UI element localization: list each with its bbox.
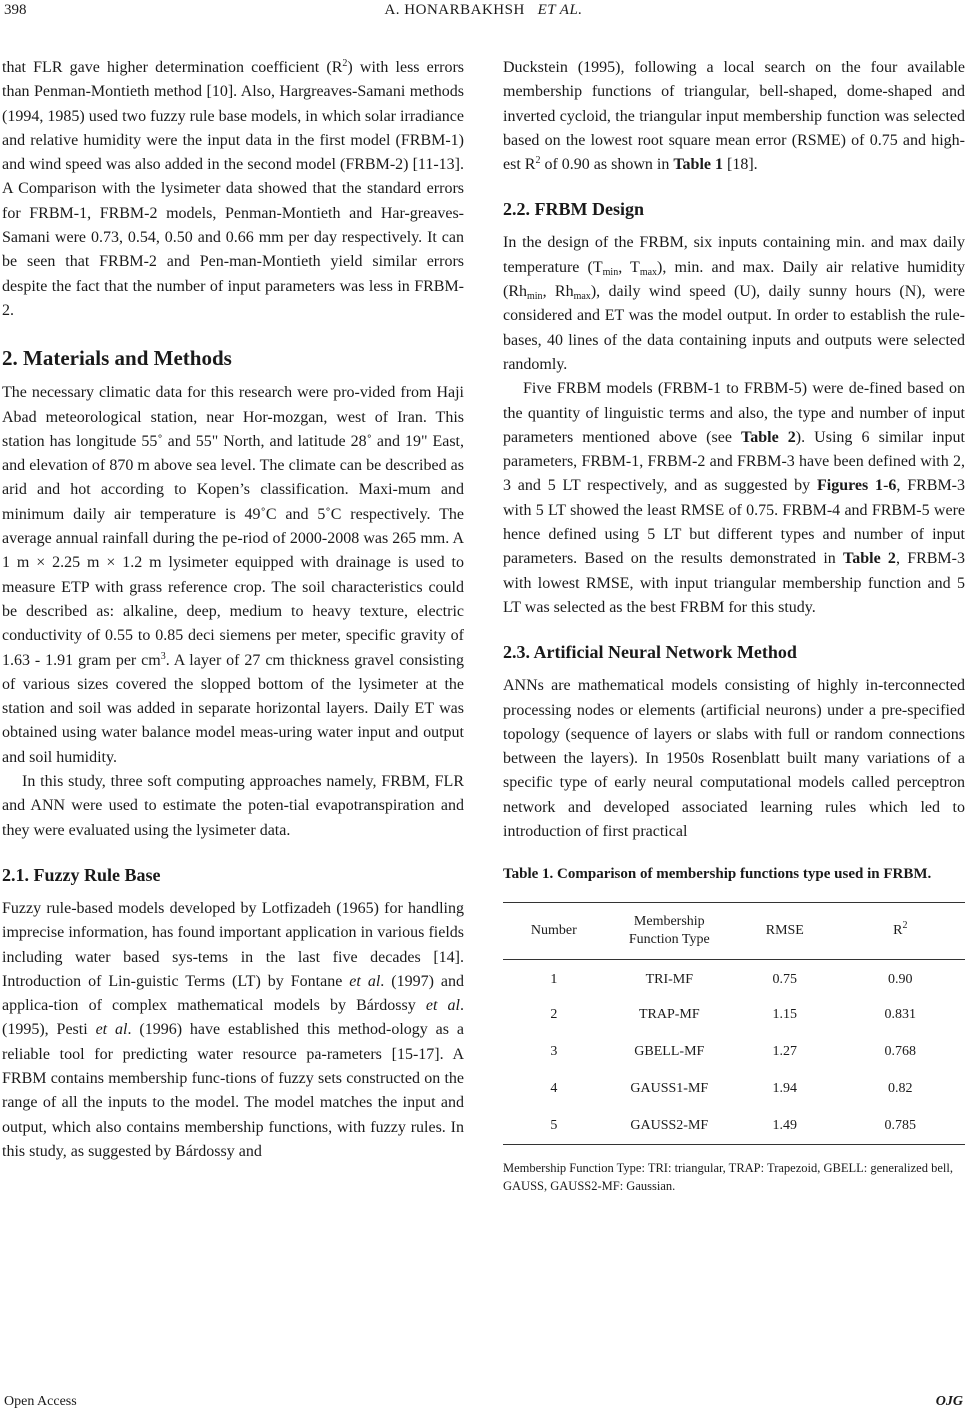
table-reference-link[interactable]: Table 1 xyxy=(673,156,723,174)
table-row: 2 TRAP-MF 1.15 0.831 xyxy=(550,1007,917,1023)
figure-reference-link[interactable]: 6 xyxy=(888,477,897,495)
table-reference-link[interactable]: Table 2 xyxy=(741,428,796,446)
figure-reference-link[interactable]: Figures 1 xyxy=(816,477,884,495)
table-header-row xyxy=(503,903,965,960)
section-heading: 2. Materials and Methods xyxy=(2,346,232,371)
table-row: 3 GBELL-MF 1.27 0.768 xyxy=(550,1044,917,1060)
paragraph: Five FRBM models (FRBM-1 to FRBM-5) were de-fined based on the quantity of linguistic terms and also, the type and number of input parameters mentioned above (see Table 2). Using 6 similar input parameters, FRBM-1, FRBM-2 and FRBM-3 have been defined with 2, 3 and 5 LT respectively, and as suggested by Figures 1-6, FRBM-3 with 5 LT showed the least RMSE of 0.75. FRBM-4 and FRBM-5 were hence defined using 5 LT but different types and number of input parameters. Based on the results demonstrated in Table 2, FRBM-3 with lowest RMSE, with input triangular membership function and 5 LT was selected as the best FRBM for this study. xyxy=(503,380,965,616)
column-header: RMSE xyxy=(734,903,836,960)
table-caption: Table 1. Comparison of membership functions type used in FRBM. xyxy=(503,866,932,883)
journal-abbreviation: OJG xyxy=(935,1394,963,1409)
paragraph: In the design of the FRBM, six inputs containing min. and max daily temperature ($T_{min}$, $T_{max}$), min. and max. Daily air relative humidity ($Rh_{min}$, $Rh_{max}$), daily wind speed (U), daily sunny hours (N), were considered and ET was the model output. In order to establish the rule-bases, 40 lines of the data containing inputs and outputs were selected randomly. xyxy=(503,234,966,373)
table-row: 4 GAUSS1-MF 1.94 0.82 xyxy=(550,1081,913,1097)
paragraph: Duckstein (1995), following a local search on the four available membership functions of triangular, bell-shaped, dome-shaped and inverted cycloid, the triangular input membership function was selected based on the lowest root square mean error (RSME) of 0.75 and high-est $R^2$ of 0.90 as shown in Table 1 [18]. xyxy=(503,59,965,174)
running-head: A. HONARBAKHSH ET AL. xyxy=(384,2,583,18)
column-header: $R^2$ xyxy=(836,903,965,960)
subsection-heading: 2.3. Artificial Neural Network Method xyxy=(503,642,797,663)
table-row: 5 GAUSS2-MF 1.49 0.785 xyxy=(503,1108,965,1145)
column-header: Number xyxy=(503,903,605,960)
subsection-heading: 2.1. Fuzzy Rule Base xyxy=(2,864,161,885)
paragraph: The necessary climatic data for this research were pro-vided from Haji Abad meteorological station, near Hor-mozgan, west of Iran. This station has longitude 55˚ and 55" North, and latitude 28˚ and 19" East, and elevation of 870 m above sea level. The climate can be described as arid and hot according to Kopen’s classification. Maxi-mum and minimum daily air temperature is 49˚C and 5˚C respectively. The average annual rainfall during the pe-riod of 2000-2008 was 265 mm. A 1 m × 2.25 m × 1.2 m lysimeter equipped with drainage is used to measure ETP with grass reference crop. The soil characteristics could be described as: alkaline, deep, medium to heavy texture, electric conductivity of 0.55 to 0.85 deci siemens per meter, specific gravity of 1.63 - 1.91 gram per $cm^3$. A layer of 27 cm thickness gravel consisting of various sizes covered the slopped bottom of the lysimeter at the station and soil was added in separate horizontal layers. Daily ET was obtained using water balance model meas-uring water input and output and soil humidity. xyxy=(2,384,464,766)
left-column xyxy=(2,56,464,1164)
subsection-heading: 2.2. FRBM Design xyxy=(503,199,644,220)
paragraph: In this study, three soft computing approaches namely, FRBM, FLR and ANN were used to estimate the poten-tial evapotranspiration and they were evaluated using the lysimeter data. xyxy=(2,773,464,839)
paragraph: Fuzzy rule-based models developed by Lotfizadeh (1965) for handling imprecise information, has found important application in various fields including water based sys-tems in the last five decades [14]. Introduction of Lin-guistic Terms (LT) by Fontane et al. (1997) and applica-tion of complex mathematical models by Bárdossy et al. (1995), Pesti et al. (1996) have established this method-ology as a reliable tool for predicting water resource pa-rameters [15-17]. A FRBM contains membership func-tions of fuzzy sets constructed on the range of all the inputs to the model. The model matches the input and output, which also contains membership functions, with fuzzy rules. In this study, as suggested by Bárdossy and xyxy=(2,899,465,1160)
page-number: 398 xyxy=(4,2,27,18)
paragraph: ANNs are mathematical models consisting of highly in-terconnected processing nodes or elements (artificial neurons) under a pre-specified topology (sequence of layers or slabs with full or random connections between the layers). In 1950s Rosenblatt built many variations of a specific type of early neural computational models called perceptron network and developed associated learning rules which led to introduction of first practical xyxy=(503,677,965,841)
page-header xyxy=(0,0,967,30)
table-reference-link[interactable]: Table 2 xyxy=(843,550,896,568)
open-access-label: Open Access xyxy=(4,1394,77,1409)
right-column xyxy=(503,56,965,1195)
membership-function-table xyxy=(503,902,965,1145)
paragraph: that FLR gave higher determination coefficient $(R^2)$ with less errors than Penman-Montieth method [10]. Also, Hargreaves-Samani methods (1994, 1985) used two fuzzy rule base models, in which solar irradiance and relative humidity were the input data in the first model (FRBM-1) and wind speed was also added in the second model (FRBM-2) [11-13]. A Comparison with the lysimeter data showed that the standard errors for FRBM-1, FRBM-2 models, Penman-Montieth and Har-greaves-Samani were 0.73, 0.54, 0.50 and 0.66 mm per day respectively. It can be seen that FRBM-2 and Pen-man-Montieth yield similar errors despite the fact that the number of input parameters was less in FRBM-2. xyxy=(2,58,464,319)
table-row: 1 TRI-MF 0.75 0.90 xyxy=(550,972,913,988)
table-footnote: Membership Function Type: TRI: triangular, TRAP: Trapezoid, GBELL: generalized bell, GAUSS, GAUSS2-MF: Gaussian. xyxy=(503,1161,953,1194)
column-header: Membership Function Type xyxy=(605,903,734,960)
